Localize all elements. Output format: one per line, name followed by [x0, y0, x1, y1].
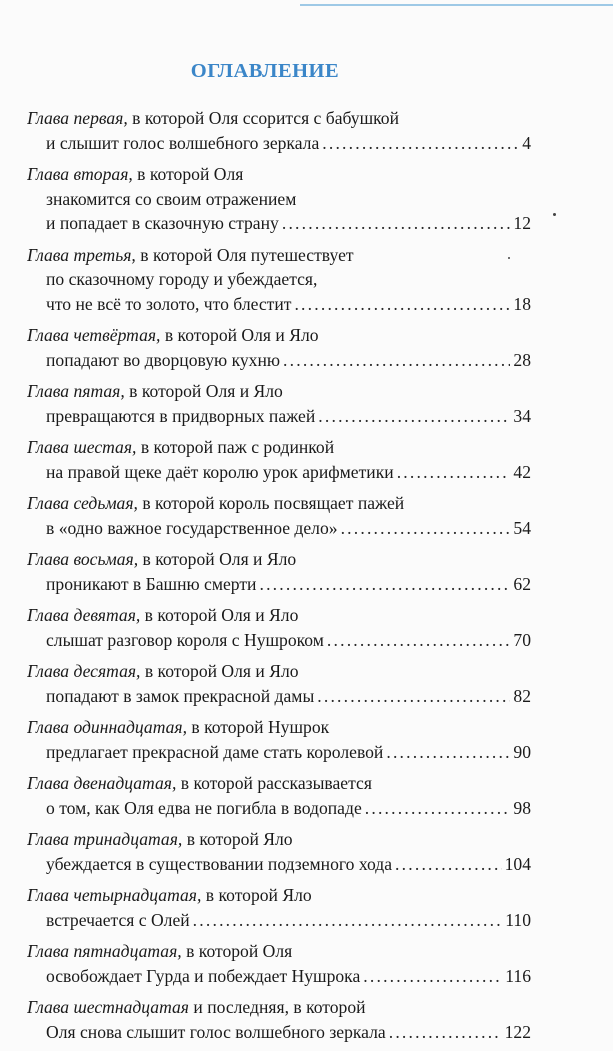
toc-entry [27, 939, 531, 988]
chapter-description: на правой щеке даёт королю урок арифметики [46, 461, 394, 482]
chapter-description: встречается с Олей [46, 909, 190, 930]
page-number: 70 [513, 629, 531, 650]
toc-entry [27, 995, 531, 1044]
toc-entry-last-line [27, 516, 531, 541]
toc-title: ОГЛАВЛЕНИЕ [190, 60, 340, 82]
toc-entry-last-line [27, 292, 531, 317]
toc-entry [27, 715, 531, 764]
toc-entry-first-line [27, 243, 531, 268]
chapter-description: в «одно важное государственное дело» [46, 517, 338, 538]
dot-leader [317, 684, 510, 709]
toc-entry-last-line [27, 908, 531, 933]
print-speck [553, 213, 556, 216]
chapter-description: и слышит голос волшебного зеркала [46, 132, 320, 153]
toc-entry [27, 435, 531, 484]
toc-entry-first-line [27, 435, 531, 460]
chapter-name: Глава тринадцатая, [27, 829, 183, 849]
dot-leader [395, 852, 502, 877]
dot-leader [193, 908, 503, 933]
page-number: 54 [513, 517, 531, 538]
toc-entry-first-line [27, 995, 531, 1020]
page-number: 4 [522, 132, 531, 153]
chapter-name: Глава двенадцатая, [27, 773, 177, 793]
toc-entry [27, 603, 531, 652]
chapter-name: Глава четырнадцатая, [27, 885, 202, 905]
chapter-name: Глава одиннадцатая, [27, 717, 187, 737]
chapter-description: в которой Оля ссорится с бабушкой [127, 108, 400, 128]
toc-entry-last-line [27, 852, 531, 877]
chapter-description: слышат разговор короля с Нушроком [46, 629, 324, 650]
toc-entry [27, 771, 531, 820]
chapter-name: Глава пятая, [27, 381, 125, 401]
dot-leader [341, 516, 511, 541]
chapter-description: попадают в замок прекрасной дамы [46, 685, 315, 706]
chapter-description: в которой Яло [182, 829, 293, 849]
chapter-description: в которой Оля и Яло [138, 549, 297, 569]
chapter-description: превращаются в придворных пажей [46, 405, 316, 426]
chapter-description: в которой Яло [201, 885, 312, 905]
toc-entry-first-line [27, 162, 531, 187]
toc-entry [27, 243, 531, 317]
dot-leader [365, 796, 511, 821]
chapter-description: и последняя, в которой [188, 997, 366, 1017]
chapter-description: проникают в Башню смерти [46, 573, 257, 594]
dot-leader [327, 628, 511, 653]
toc-entry-last-line [27, 628, 531, 653]
toc-entry-first-line [27, 939, 531, 964]
chapter-description: убеждается в существовании подземного хода [46, 853, 393, 874]
chapter-description: в которой Нушрок [186, 717, 330, 737]
chapter-description: по сказочному городу и убеждается, [46, 269, 318, 289]
toc-entry [27, 827, 531, 876]
page-number: 110 [505, 909, 531, 930]
chapter-description: в которой паж с родинкой [136, 437, 335, 457]
chapter-description: в которой Оля и Яло [140, 661, 299, 681]
chapter-name: Глава первая, [27, 108, 128, 128]
toc-entry-first-line [27, 771, 531, 796]
dot-leader [318, 404, 510, 429]
page-number: 90 [513, 741, 531, 762]
chapter-description: в которой рассказывается [176, 773, 372, 793]
toc-entry-first-line [27, 603, 531, 628]
dot-leader [322, 131, 519, 156]
toc-entry [27, 883, 531, 932]
dot-leader [386, 740, 510, 765]
chapter-name: Глава шестнадцатая [27, 997, 189, 1017]
chapter-description: в которой Оля и Яло [140, 605, 299, 625]
toc-entry-last-line [27, 572, 531, 597]
chapter-description: в которой Оля [132, 164, 244, 184]
page-number: 42 [513, 461, 531, 482]
print-speck [508, 257, 510, 259]
page-number: 122 [504, 1021, 531, 1042]
toc-entry [27, 491, 531, 540]
page-number: 98 [513, 797, 531, 818]
toc-entry-last-line [27, 131, 531, 156]
toc-entry-first-line [27, 106, 531, 131]
chapter-description: в которой Оля и Яло [160, 325, 319, 345]
toc-entry-last-line [27, 796, 531, 821]
dot-leader [294, 292, 510, 317]
page-number: 82 [513, 685, 531, 706]
page-number: 12 [513, 213, 531, 233]
chapter-description: предлагает прекрасной даме стать королевой [46, 741, 384, 762]
chapter-name: Глава девятая, [27, 605, 141, 625]
page-number: 34 [513, 405, 531, 426]
toc-entry-last-line [27, 964, 531, 989]
dot-leader [363, 964, 502, 989]
chapter-description: и попадает в сказочную страну [46, 213, 279, 233]
toc-entry-last-line [27, 211, 531, 236]
chapter-name: Глава третья, [27, 244, 136, 265]
toc-entry-last-line [27, 348, 531, 373]
toc-entry-first-line [27, 547, 531, 572]
page-number: 18 [513, 293, 531, 314]
toc-entry-first-line [27, 883, 531, 908]
dot-leader [397, 460, 511, 485]
toc-entry-first-line [27, 323, 531, 348]
chapter-description: в которой Оля [181, 941, 293, 961]
toc-entry [27, 547, 531, 596]
toc-entry-last-line [27, 460, 531, 485]
toc-entry-first-line [27, 379, 531, 404]
chapter-description: Оля снова слышит голос волшебного зеркала [46, 1021, 386, 1042]
toc-list [27, 106, 531, 1051]
dot-leader [259, 572, 510, 597]
chapter-description: о том, как Оля едва не погибла в водопаде [46, 797, 362, 818]
chapter-name: Глава восьмая, [27, 549, 139, 569]
toc-entry [27, 106, 531, 155]
top-rule [300, 4, 613, 6]
chapter-name: Глава седьмая, [27, 493, 138, 513]
toc-entry-first-line [27, 491, 531, 516]
chapter-name: Глава шестая, [27, 437, 137, 457]
page-number: 28 [513, 349, 531, 370]
toc-entry-first-line [27, 659, 531, 684]
chapter-description: попадают во дворцовую кухню [46, 349, 281, 370]
chapter-description: освобождает Гурда и побеждает Нушрока [46, 965, 361, 986]
chapter-name: Глава четвёртая, [27, 325, 161, 345]
chapter-name: Глава пятнадцатая, [27, 941, 182, 961]
toc-entry-first-line [27, 827, 531, 852]
chapter-description: в которой Оля и Яло [124, 381, 283, 401]
chapter-name: Глава вторая, [27, 164, 133, 184]
dot-leader [283, 348, 510, 373]
toc-entry-last-line [27, 1020, 531, 1045]
toc-entry [27, 323, 531, 372]
chapter-description: знакомится со своим отражением [46, 188, 297, 209]
page-number: 62 [513, 573, 531, 594]
dot-leader [389, 1020, 502, 1045]
toc-entry-last-line [27, 404, 531, 429]
toc-entry-last-line [27, 684, 531, 709]
toc-entry [27, 162, 531, 236]
chapter-description: что не всё то золото, что блестит [46, 293, 292, 314]
toc-entry-first-line [27, 715, 531, 740]
toc-entry-last-line [27, 740, 531, 765]
chapter-description: в которой король посвящает пажей [137, 493, 405, 513]
page-number: 104 [504, 853, 531, 874]
page-number: 116 [505, 965, 531, 986]
toc-entry [27, 379, 531, 428]
toc-entry [27, 659, 531, 708]
dot-leader [282, 211, 511, 236]
chapter-name: Глава десятая, [27, 661, 141, 681]
chapter-description: в которой Оля путешествует [135, 244, 354, 265]
